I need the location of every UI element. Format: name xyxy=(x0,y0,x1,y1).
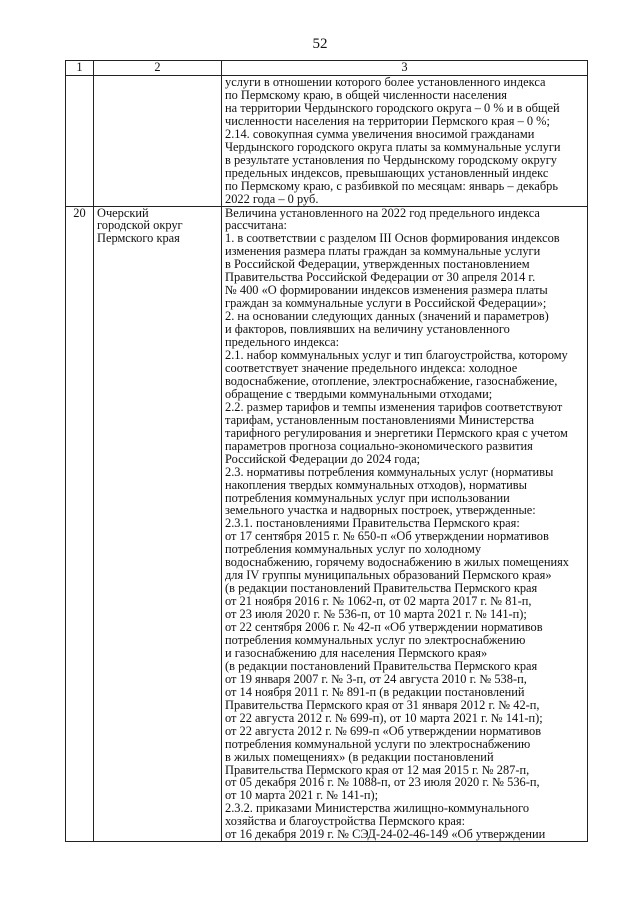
column-header-2: 2 xyxy=(94,61,222,76)
index-table xyxy=(65,60,588,842)
municipality-name xyxy=(94,76,222,207)
row-content: Величина установленного на 2022 год предельного индекса рассчитана: 1. в соответствии с разделом III Основ формирования индексов изменения размера платы граждан за коммунальные услуги в Российской Федерации, утвержденных постановлением Правительства Российской Федерации от 30 апреля 2014 г. № 400 «О формировании индексов изменения размера платы граждан за коммунальные услуги в Российской Федерации»; 2. на основании следующих данных (значений и параметров) и факторов, повлиявших на величину установленного предельного индекса: 2.1. набор коммунальных услуг и тип благоустройства, которому соответствует значение предельного индекса: холодное водоснабжение, отопление, электроснабжение, газоснабжение, обращение с твердыми коммунальными отходами; 2.2. размер тарифов и темпы изменения тарифов соответствуют тарифам, установленным постановлениями Министерства тарифного регулирования и энергетики Пермского края с учетом параметров прогноза социально-экономического развития Российской Федерации до 2024 года; 2.3. нормативы потребления коммунальных услуг (нормативы накопления твердых коммунальных отходов), нормативы потребления коммунальных услуг при использовании земельного участка и надворных построек, утвержденные: 2.3.1. постановлениями Правительства Пермского края: от 17 сентября 2015 г. № 650-п «Об утверждении нормативов потребления коммунальных услуг по холодному водоснабжению, горячему водоснабжению в жилых помещениях для IV группы муниципальных образований Пермского края» (в редакции постановлений Правительства Пермского края от 21 ноября 2016 г. № 1062-п, от 02 марта 2017 г. № 81-п, от 23 июля 2020 г. № 536-п, от 10 марта 2021 г. № 141-п); от 22 сентября 2006 г. № 42-п «Об утверждении нормативов потребления коммунальных услуг по электроснабжению и газоснабжению для населения Пермского края» (в редакции постановлений Правительства Пермского края от 19 января 2007 г. № 3-п, от 24 августа 2010 г. № 538-п, от 14 ноября 2011 г. № 891-п (в редакции постановлений Правительства Пермского края от 31 января 2012 г. № 42-п, от 22 августа 2012 г. № 699-п), от 10 марта 2021 г. № 141-п); от 22 августа 2012 г. № 699-п «Об утверждении нормативов потребления коммунальной услуги по электроснабжению в жилых помещениях» (в редакции постановлений Правительства Пермского края от 12 мая 2015 г. № 287-п, от 05 декабря 2016 г. № 1088-п, от 23 июля 2020 г. № 536-п, от 10 марта 2021 г. № 141-п); 2.3.2. приказами Министерства жилищно-коммунального хозяйства и благоустройства Пермского края: от 16 декабря 2019 г. № СЭД-24-02-46-149 «Об утверждении xyxy=(222,206,588,842)
row-content: услуги в отношении которого более установленного индекса по Пермскому краю, в общей численности населения на территории Чердынского городского округа – 0 % и в общей численности населения на территории Пермского края – 0 %; 2.14. совокупная сумма увеличения вносимой гражданами Чердынского городского округа платы за коммунальные услуги в результате установления по Чердынскому городскому округу предельных индексов, превышающих установленный индекс по Пермскому краю, с разбивкой по месяцам: январь – декабрь 2022 года – 0 руб. xyxy=(222,76,588,207)
table-header-row xyxy=(66,61,588,76)
page-number: 52 xyxy=(312,36,328,52)
column-header-1: 1 xyxy=(66,61,94,76)
table-row xyxy=(66,206,588,842)
municipality-name: Очерский городской округ Пермского края xyxy=(94,206,222,842)
column-header-3: 3 xyxy=(222,61,588,76)
row-number xyxy=(66,76,94,207)
row-number: 20 xyxy=(66,206,94,842)
table-row xyxy=(66,76,588,207)
